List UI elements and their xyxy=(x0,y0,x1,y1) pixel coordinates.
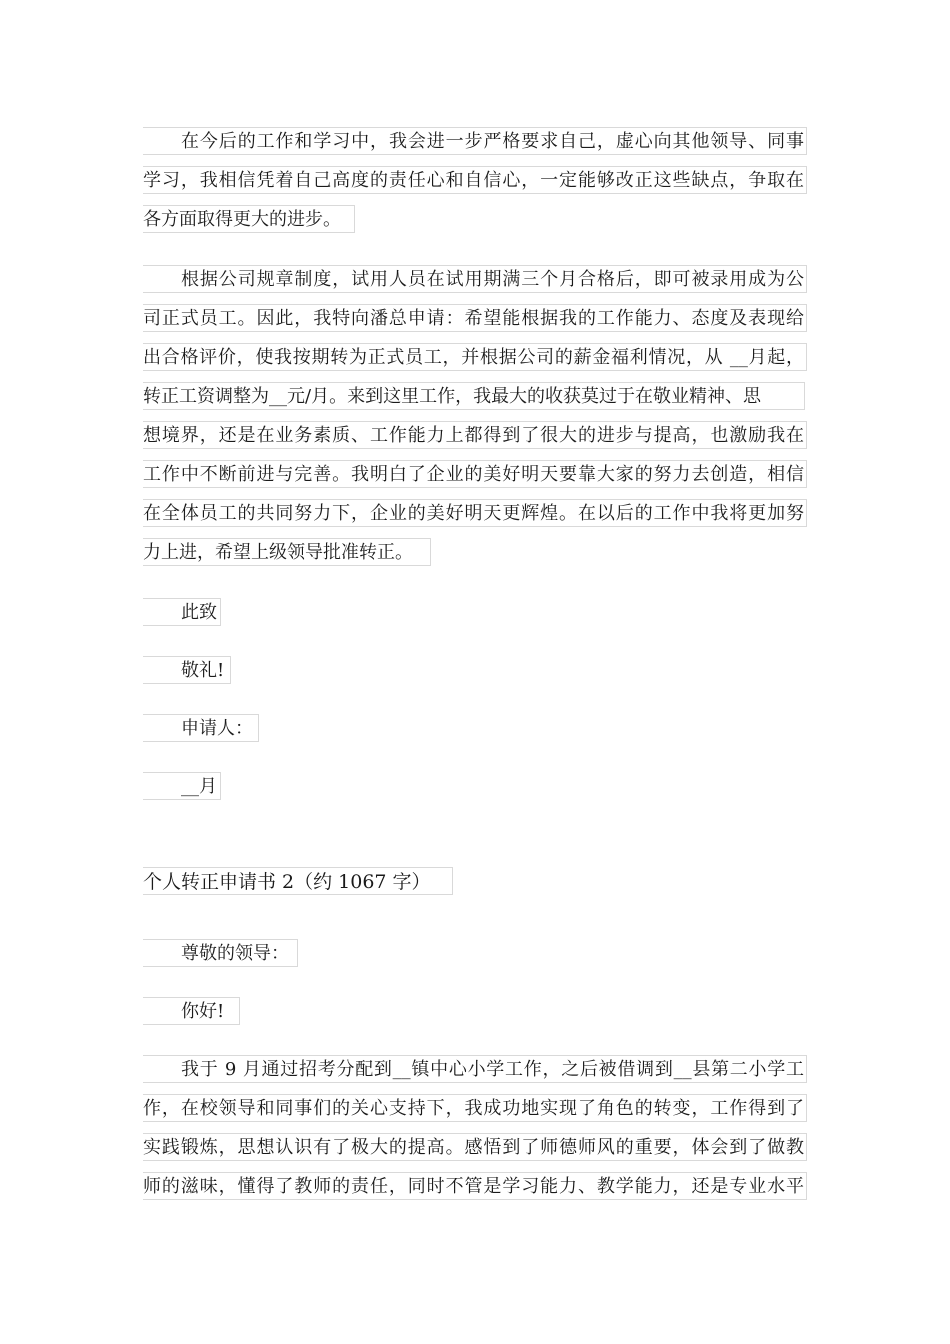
salutation-text: 尊敬的领导： xyxy=(143,939,298,967)
paragraph-teacher-experience xyxy=(143,1055,807,1211)
text-line: 学习，我相信凭着自己高度的责任心和自信心，一定能够改正这些缺点，争取在 xyxy=(143,166,807,194)
applicant-label: 申请人： xyxy=(143,714,259,742)
salutation-line xyxy=(143,939,298,978)
text-line: 出合格评价，使我按期转为正式员工，并根据公司的薪金福利情况，从 __月起， xyxy=(143,343,807,371)
closing-cizhi xyxy=(143,598,221,637)
heading-text: 个人转正申请书 2（约 1067 字） xyxy=(143,867,453,895)
closing-jingli xyxy=(143,656,231,695)
text-line: 司正式员工。因此，我特向潘总申请：希望能根据我的工作能力、态度及表现给 xyxy=(143,304,807,332)
closing-text: 此致 xyxy=(143,598,221,626)
text-line: 想境界，还是在业务素质、工作能力上都得到了很大的进步与提高，也激励我在 xyxy=(143,421,807,449)
section-heading xyxy=(143,867,453,906)
text-line: 各方面取得更大的进步。 xyxy=(143,205,355,233)
text-line: 师的滋味，懂得了教师的责任，同时不管是学习能力、教学能力，还是专业水平 xyxy=(143,1172,807,1200)
month-text: __月 xyxy=(143,772,221,800)
greeting-line xyxy=(143,997,240,1036)
text-line: 转正工资调整为__元/月。来到这里工作，我最大的收获莫过于在敬业精神、思 xyxy=(143,382,805,410)
paragraph-self-improvement xyxy=(143,127,807,244)
month-line xyxy=(143,772,221,811)
text-line: 工作中不断前进与完善。我明白了企业的美好明天要靠大家的努力去创造，相信 xyxy=(143,460,807,488)
closing-text: 敬礼! xyxy=(143,656,231,684)
text-line: 我于 9 月通过招考分配到__镇中心小学工作，之后被借调到__县第二小学工 xyxy=(143,1055,807,1083)
greeting-text: 你好! xyxy=(143,997,240,1025)
applicant-line xyxy=(143,714,259,753)
text-line: 力上进，希望上级领导批准转正。 xyxy=(143,538,431,566)
text-line: 作，在校领导和同事们的关心支持下，我成功地实现了角色的转变，工作得到了 xyxy=(143,1094,807,1122)
text-line: 根据公司规章制度，试用人员在试用期满三个月合格后，即可被录用成为公 xyxy=(143,265,807,293)
text-line: 在全体员工的共同努力下，企业的美好明天更辉煌。在以后的工作中我将更加努 xyxy=(143,499,807,527)
text-line: 在今后的工作和学习中，我会进一步严格要求自己，虚心向其他领导、同事 xyxy=(143,127,807,155)
paragraph-regularization-request xyxy=(143,265,807,577)
text-line: 实践锻炼，思想认识有了极大的提高。感悟到了师德师风的重要，体会到了做教 xyxy=(143,1133,807,1161)
